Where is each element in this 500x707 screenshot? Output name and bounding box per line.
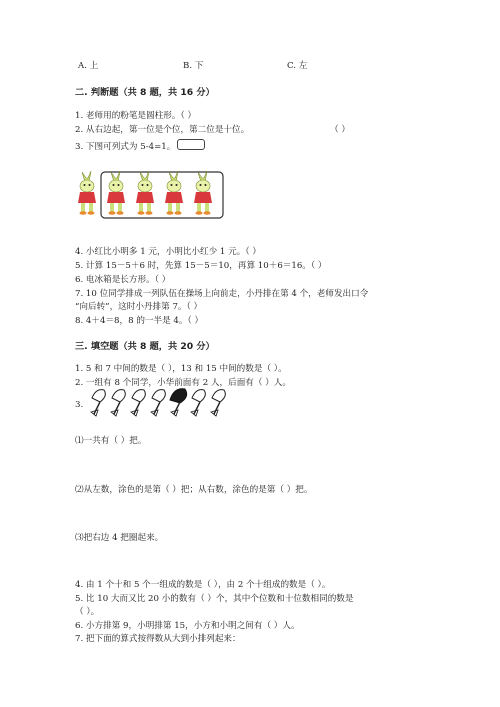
fan-icon: [131, 390, 145, 416]
fill-q6: 6. 小方排第 9，小明排第 15，小方和小明之间有（ ）人。: [75, 621, 300, 631]
fill-q5-line1: 5. 比 10 大而又比 20 小的数有（ ）个，其中个位数和十位数相同的数是: [75, 594, 354, 604]
fill-q3-sub1: ⑴一共有（ ）把。: [75, 436, 147, 446]
fan-icon: [211, 390, 225, 416]
fill-q5-line2: （ ）。: [75, 607, 100, 617]
fans-illustration: [88, 386, 238, 426]
fill-q1: 1. 5 和 7 中间的数是（ ），13 和 15 中间的数是（ ）。: [75, 364, 287, 374]
fill-q2: 2. 一组有 8 个同学，小华前面有 2 人，后面有（ ）人。: [75, 378, 291, 388]
option-c: C. 左: [287, 61, 308, 71]
judge-q2: 2. 从右边起，第一位是个位，第二位是十位。: [75, 125, 250, 135]
fan-icon: [191, 390, 205, 416]
judge-q5: 5. 计算 15－5＋6 时，先算 15－5＝10，再算 10＋6＝16。（ ）: [75, 261, 327, 271]
option-a: A. 上: [78, 61, 99, 71]
rabbit-icon: [78, 171, 96, 215]
judge-q1: 1. 老师用的粉笔是圆柱形。（ ）: [75, 111, 197, 121]
fan-icon: [151, 390, 165, 416]
judge-q8: 8. 4＋4＝8，8 的一半是 4。（ ）: [75, 316, 204, 326]
fill-q3-sub2: ⑵从左数，涂色的是第（ ）把；从右数，涂色的是第（ ）把。: [75, 485, 313, 495]
rabbit-icon: [165, 171, 183, 215]
section2-heading: 二. 判断题（共 8 题，共 16 分）: [75, 87, 215, 98]
fill-q7: 7. 把下面的算式按得数从大到小排列起来：: [75, 634, 241, 644]
rabbits-illustration: [75, 170, 225, 220]
judge-q4: 4. 小红比小明多 1 元，小明比小红少 1 元。（ ）: [75, 247, 261, 257]
rabbit-icon: [194, 171, 212, 215]
section3-heading: 三. 填空题（共 8 题，共 20 分）: [75, 341, 215, 352]
fan-icon: [91, 390, 105, 416]
judge-q3-text: 3. 下图可列式为 5-4=1。: [75, 142, 176, 152]
fill-q3-sub3: ⑶把右边 4 把圈起来。: [75, 533, 164, 543]
fan-icon: [111, 390, 125, 416]
judge-q6: 6. 电冰箱是长方形。（ ）: [75, 275, 171, 285]
judge-q2-blank: （ ）: [330, 125, 350, 135]
rabbit-icon: [136, 171, 154, 215]
fill-q3-label: 3.: [75, 400, 84, 410]
fan-icon-shaded: [170, 389, 187, 416]
option-b: B. 下: [183, 61, 204, 71]
judge-q7-line1: 7. 10 位同学排成一列队伍在操场上向前走，小丹排在第 4 个，老师发出口令: [75, 289, 369, 299]
judge-q3: [75, 139, 205, 153]
answer-box: [177, 139, 205, 150]
rabbit-icon: [107, 171, 125, 215]
judge-q7-line2: “向后转”，这时小丹排第 7。（ ）: [75, 302, 203, 312]
fill-q4: 4. 由 1 个十和 5 个一组成的数是（ ），由 2 个十组成的数是（ ）。: [75, 580, 331, 590]
